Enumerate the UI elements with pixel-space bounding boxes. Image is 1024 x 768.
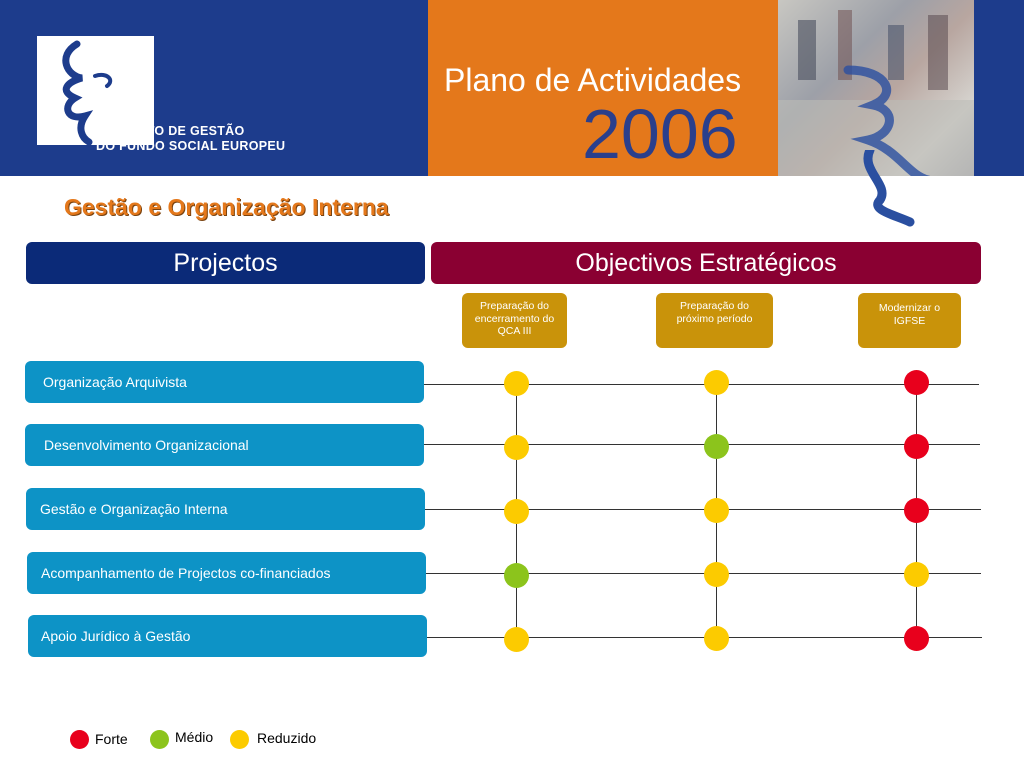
project-box-arquivista: Organização Arquivista [25, 361, 424, 403]
project-box-gestao-organizacao: Gestão e Organização Interna [26, 488, 425, 530]
logo-text-line2: DO FUNDO SOCIAL EUROPEU [96, 139, 286, 153]
rating-dot [904, 626, 929, 651]
rating-dot [704, 562, 729, 587]
legend-label-medio: Médio [175, 729, 214, 745]
project-box-desenvolvimento: Desenvolvimento Organizacional [25, 424, 424, 466]
rating-dot [504, 435, 529, 460]
project-box-acompanhamento: Acompanhamento de Projectos co-financiados [27, 552, 426, 594]
objective-box-qca: Preparação do encerramento do QCA III [462, 293, 567, 348]
banner-year: 2006 [582, 95, 738, 173]
logo-swirl-overflow-icon [840, 150, 920, 230]
rating-dot [704, 370, 729, 395]
rating-dot [504, 371, 529, 396]
projectos-header: Projectos [26, 242, 425, 284]
header-banner-right [974, 0, 1024, 176]
rating-dot [904, 434, 929, 459]
rating-dot [704, 498, 729, 523]
legend-dot-reduzido [230, 730, 249, 749]
legend-dot-medio [150, 730, 169, 749]
rating-dot [704, 626, 729, 651]
logo-text-line1: INSTITUTO DE GESTÃO [96, 124, 245, 138]
rating-dot [504, 627, 529, 652]
objective-box-proximo-periodo: Preparação do próximo período [656, 293, 773, 348]
rating-dot [904, 370, 929, 395]
rating-dot [504, 563, 529, 588]
section-title: Gestão e Organização Interna [64, 194, 389, 220]
legend-dot-forte [70, 730, 89, 749]
rating-dot [504, 499, 529, 524]
project-box-apoio-juridico: Apoio Jurídico à Gestão [28, 615, 427, 657]
objective-box-modernizar: Modernizar o IGFSE [858, 293, 961, 348]
objectivos-header: Objectivos Estratégicos [431, 242, 981, 284]
rating-dot [904, 562, 929, 587]
rating-dot [704, 434, 729, 459]
banner-title: Plano de Actividades [444, 62, 742, 98]
rating-dot [904, 498, 929, 523]
legend-label-forte: Forte [95, 731, 128, 747]
legend-label-reduzido: Reduzido [257, 730, 317, 746]
